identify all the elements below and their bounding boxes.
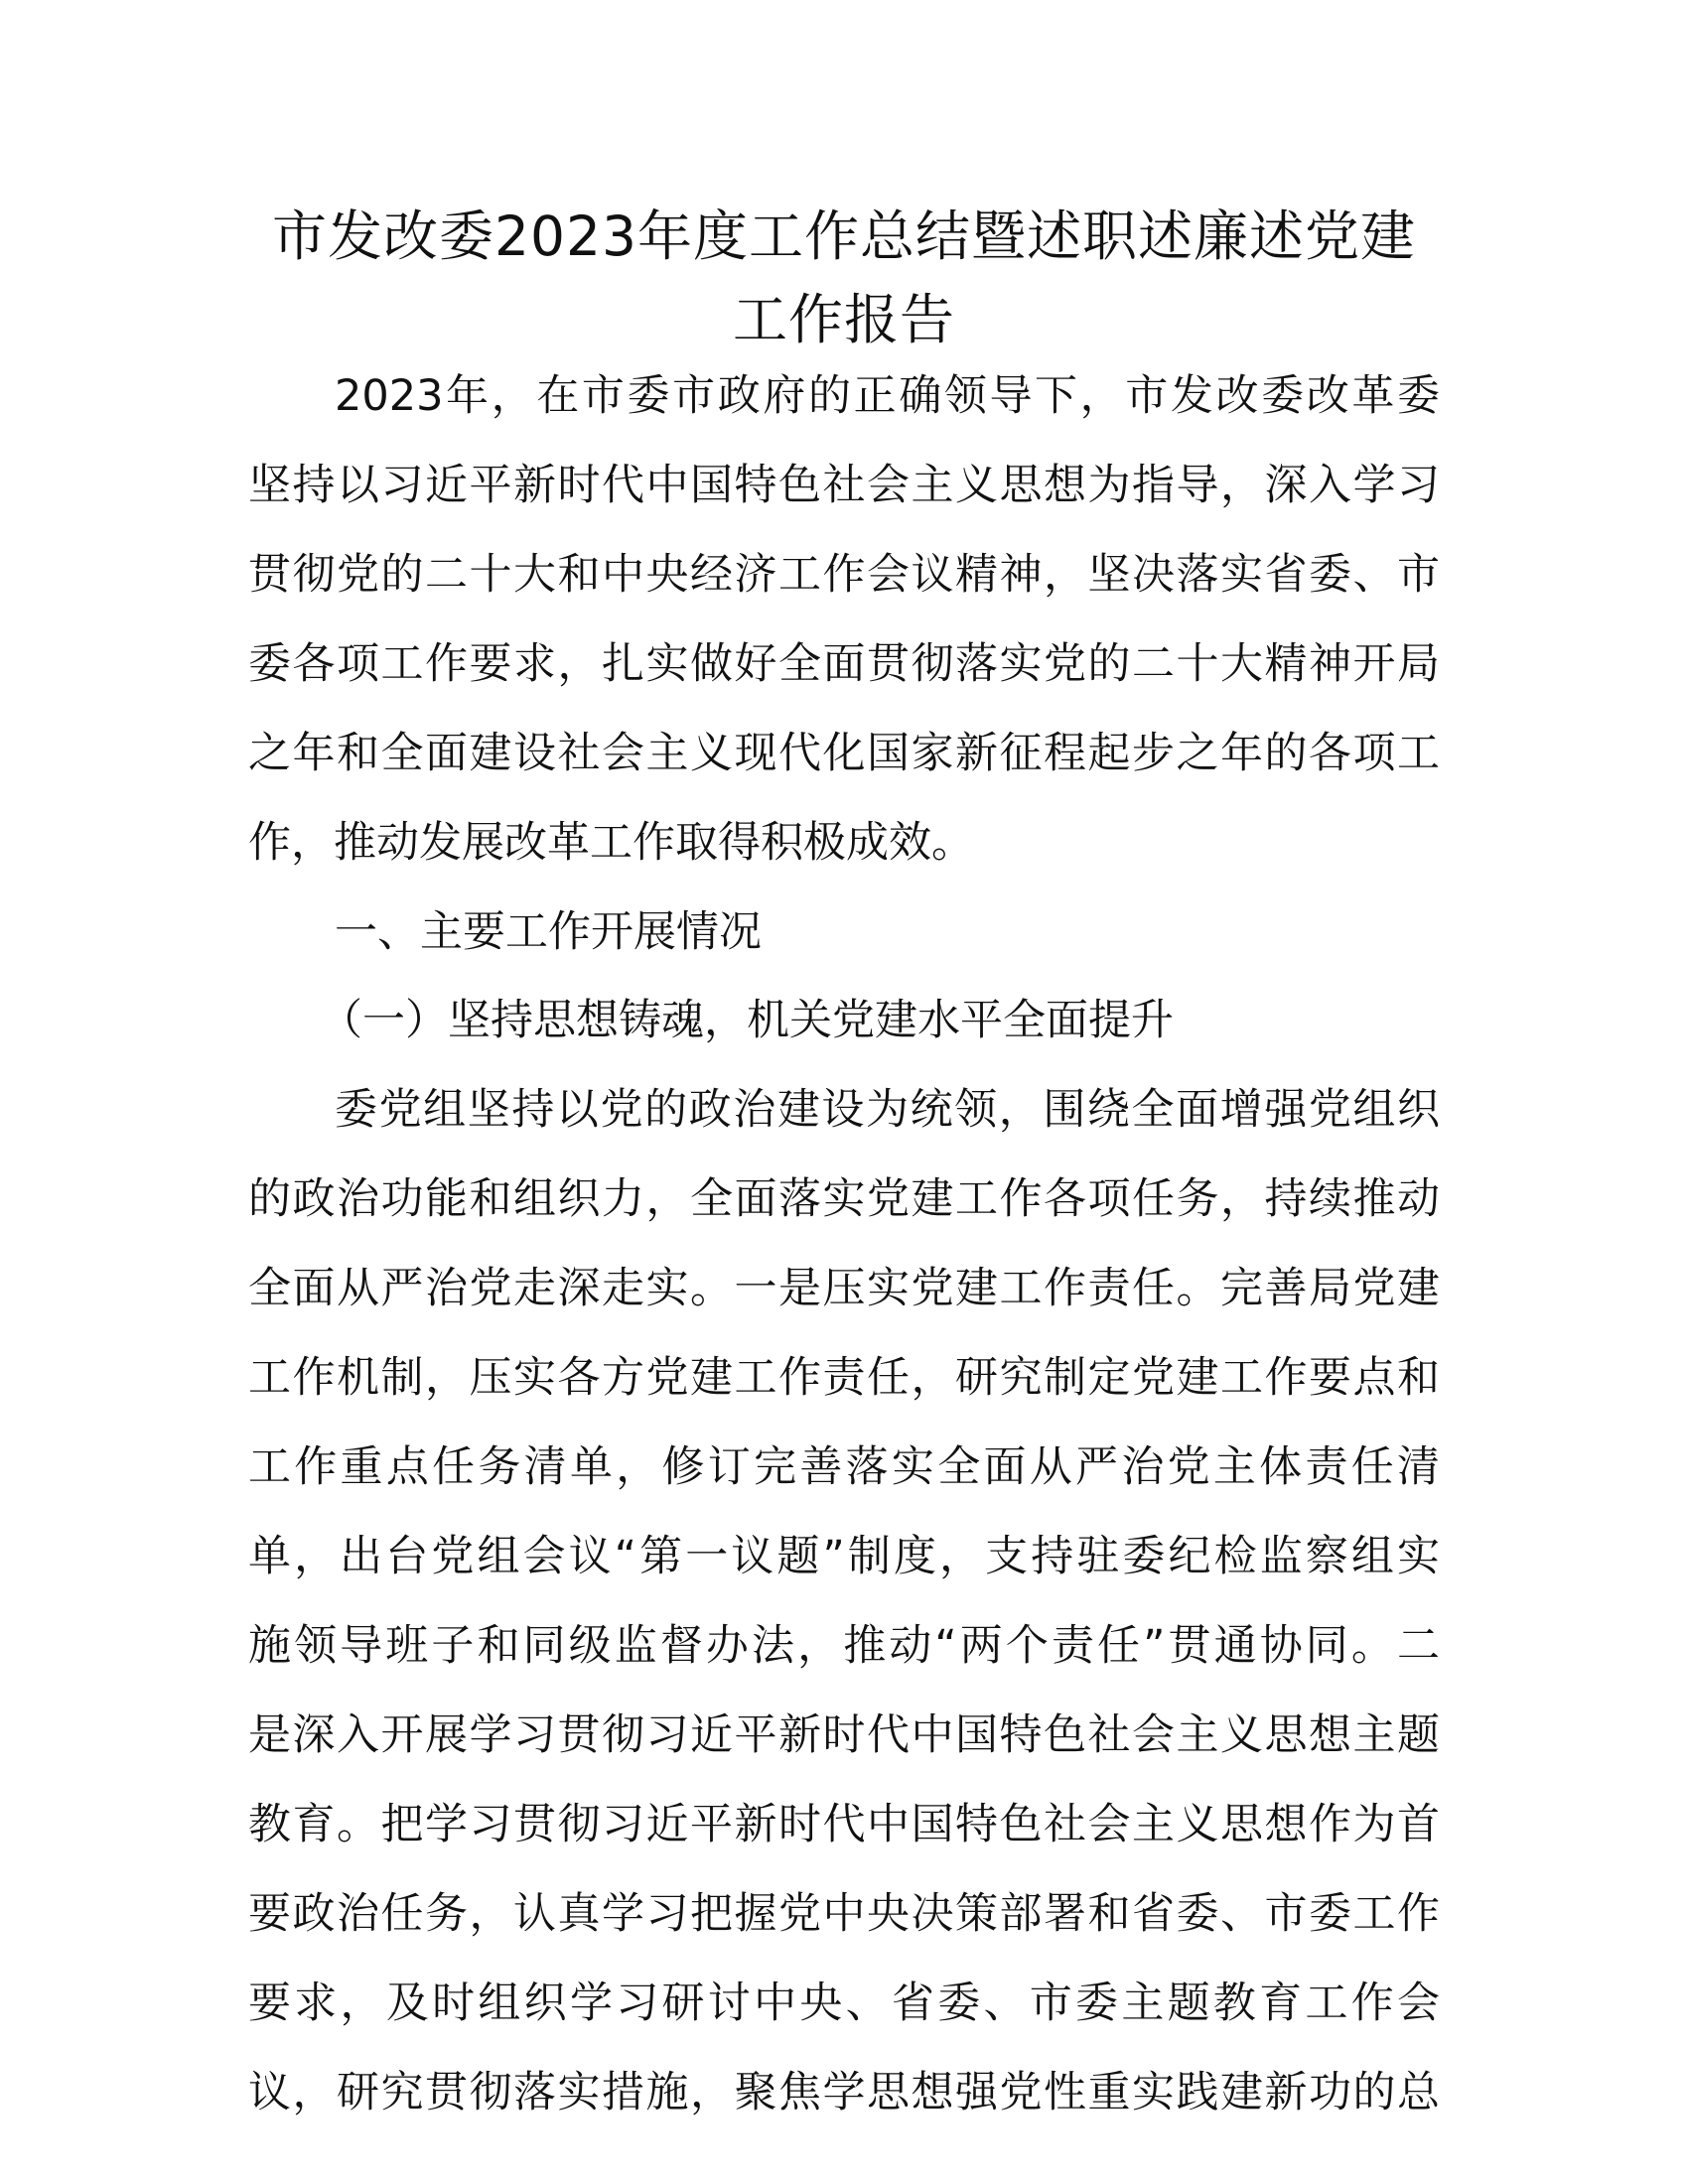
section-heading: 一、主要工作开展情况	[335, 907, 762, 957]
document-title-line-2: 工作报告	[732, 288, 955, 351]
paragraph-1-line-5: 之年和全面建设社会主义现代化国家新征程起步之年的各项工	[248, 729, 1440, 778]
paragraph-1-line-1: 2023年，在市委市政府的正确领导下，市发改委改革委	[335, 371, 1440, 421]
paragraph-2-line-12: 议，研究贯彻落实措施，聚焦学思想强党性重实践建新功的总	[248, 2068, 1440, 2117]
paragraph-1-line-4: 委各项工作要求，扎实做好全面贯彻落实党的二十大精神开局	[248, 639, 1440, 689]
paragraph-2-line-5: 工作重点任务清单，修订完善落实全面从严治党主体责任清	[248, 1442, 1440, 1492]
paragraph-2-line-11: 要求，及时组织学习研讨中央、省委、市委主题教育工作会	[248, 1979, 1440, 2028]
paragraph-2-line-10: 要政治任务，认真学习把握党中央决策部署和省委、市委工作	[248, 1889, 1440, 1939]
paragraph-2-line-4: 工作机制，压实各方党建工作责任，研究制定党建工作要点和	[248, 1353, 1440, 1403]
paragraph-2-line-1: 委党组坚持以党的政治建设为统领，围绕全面增强党组织	[335, 1085, 1440, 1135]
subsection-heading: （一）坚持思想铸魂，机关党建水平全面提升	[320, 996, 1174, 1045]
paragraph-2-line-3: 全面从严治党走深走实。一是压实党建工作责任。完善局党建	[248, 1264, 1440, 1313]
paragraph-2-line-8: 是深入开展学习贯彻习近平新时代中国特色社会主义思想主题	[248, 1710, 1440, 1760]
paragraph-2-line-9: 教育。把学习贯彻习近平新时代中国特色社会主义思想作为首	[248, 1800, 1440, 1849]
paragraph-2-line-2: 的政治功能和组织力，全面落实党建工作各项任务，持续推动	[248, 1174, 1440, 1224]
document-title-line-1: 市发改委2023年度工作总结暨述职述廉述党建	[272, 205, 1416, 268]
paragraph-2-line-7: 施领导班子和同级监督办法，推动“两个责任”贯通协同。二	[248, 1621, 1440, 1671]
paragraph-1-line-2: 坚持以习近平新时代中国特色社会主义思想为指导，深入学习	[248, 461, 1440, 510]
paragraph-1-line-3: 贯彻党的二十大和中央经济工作会议精神，坚决落实省委、市	[248, 550, 1440, 600]
paragraph-1-line-6: 作，推动发展改革工作取得积极成效。	[248, 818, 974, 868]
paragraph-2-line-6: 单，出台党组会议“第一议题”制度，支持驻委纪检监察组实	[248, 1532, 1440, 1581]
